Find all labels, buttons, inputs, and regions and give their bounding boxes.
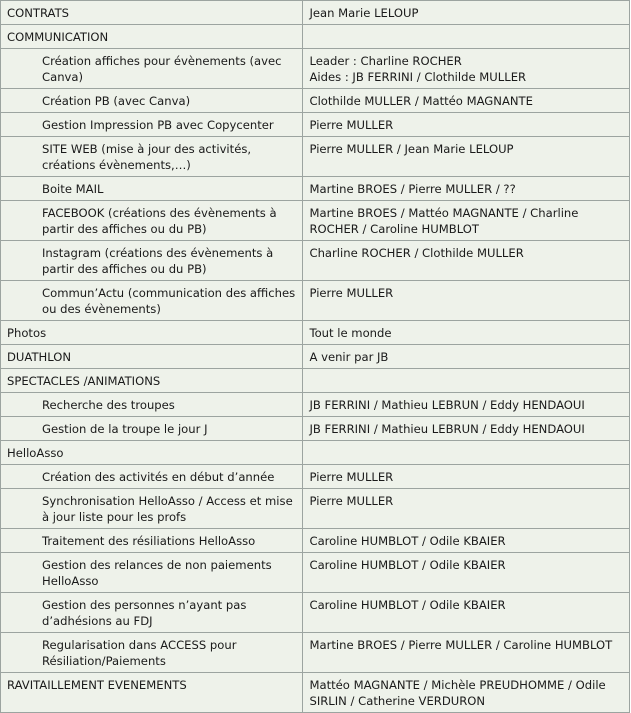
task-cell: Regularisation dans ACCESS pour Résiliation/Paiements [1, 633, 303, 673]
subtask-row [1, 201, 630, 241]
people-cell: JB FERRINI / Mathieu LEBRUN / Eddy HENDAOUI [303, 417, 630, 441]
people-cell: A venir par JB [303, 345, 630, 369]
people-cell: Martine BROES / Pierre MULLER / ?? [303, 177, 630, 201]
task-cell: HelloAsso [1, 441, 303, 465]
people-cell [303, 441, 630, 465]
subtask-row [1, 465, 630, 489]
subtask-row [1, 489, 630, 529]
people-cell: Tout le monde [303, 321, 630, 345]
people-cell: Charline ROCHER / Clothilde MULLER [303, 241, 630, 281]
subtask-row [1, 281, 630, 321]
task-cell: Gestion de la troupe le jour J [1, 417, 303, 441]
section-row [1, 25, 630, 49]
task-table-body [1, 1, 630, 713]
people-cell: Martine BROES / Mattéo MAGNANTE / Charline ROCHER / Caroline HUMBLOT [303, 201, 630, 241]
section-row [1, 345, 630, 369]
people-cell: Mattéo MAGNANTE / Michèle PREUDHOMME / Odile SIRLIN / Catherine VERDURON [303, 673, 630, 713]
subtask-row [1, 393, 630, 417]
people-cell: Caroline HUMBLOT / Odile KBAIER [303, 529, 630, 553]
people-cell [303, 25, 630, 49]
task-cell: Création affiches pour évènements (avec Canva) [1, 49, 303, 89]
task-cell: Recherche des troupes [1, 393, 303, 417]
task-cell: Gestion Impression PB avec Copycenter [1, 113, 303, 137]
task-cell: Synchronisation HelloAsso / Access et mise à jour liste pour les profs [1, 489, 303, 529]
people-cell: Pierre MULLER / Jean Marie LELOUP [303, 137, 630, 177]
subtask-row [1, 529, 630, 553]
people-cell: JB FERRINI / Mathieu LEBRUN / Eddy HENDAOUI [303, 393, 630, 417]
people-cell: Leader : Charline ROCHER Aides : JB FERRINI / Clothilde MULLER [303, 49, 630, 89]
people-cell: Pierre MULLER [303, 465, 630, 489]
section-row [1, 369, 630, 393]
subtask-row [1, 593, 630, 633]
subtask-row [1, 633, 630, 673]
task-cell: Création des activités en début d’année [1, 465, 303, 489]
people-cell: Caroline HUMBLOT / Odile KBAIER [303, 593, 630, 633]
task-cell: Gestion des relances de non paiements HelloAsso [1, 553, 303, 593]
task-cell: COMMUNICATION [1, 25, 303, 49]
task-cell: Gestion des personnes n’ayant pas d’adhésions au FDJ [1, 593, 303, 633]
subtask-row [1, 177, 630, 201]
task-cell: DUATHLON [1, 345, 303, 369]
task-cell: Photos [1, 321, 303, 345]
people-cell [303, 369, 630, 393]
task-cell: Création PB (avec Canva) [1, 89, 303, 113]
people-cell: Caroline HUMBLOT / Odile KBAIER [303, 553, 630, 593]
task-cell: Boite MAIL [1, 177, 303, 201]
people-cell: Clothilde MULLER / Mattéo MAGNANTE [303, 89, 630, 113]
people-cell: Jean Marie LELOUP [303, 1, 630, 25]
people-cell: Martine BROES / Pierre MULLER / Caroline HUMBLOT [303, 633, 630, 673]
task-cell: RAVITAILLEMENT EVENEMENTS [1, 673, 303, 713]
section-row [1, 321, 630, 345]
subtask-row [1, 137, 630, 177]
section-row [1, 1, 630, 25]
task-cell: FACEBOOK (créations des évènements à partir des affiches ou du PB) [1, 201, 303, 241]
task-cell: CONTRATS [1, 1, 303, 25]
subtask-row [1, 553, 630, 593]
subtask-row [1, 89, 630, 113]
people-cell: Pierre MULLER [303, 489, 630, 529]
subtask-row [1, 241, 630, 281]
task-cell: SITE WEB (mise à jour des activités, créations évènements,…) [1, 137, 303, 177]
task-cell: Commun’Actu (communication des affiches ou des évènements) [1, 281, 303, 321]
subtask-row [1, 49, 630, 89]
section-row [1, 441, 630, 465]
subtask-row [1, 113, 630, 137]
subtask-row [1, 417, 630, 441]
section-row [1, 673, 630, 713]
task-cell: Traitement des résiliations HelloAsso [1, 529, 303, 553]
people-cell: Pierre MULLER [303, 113, 630, 137]
task-cell: SPECTACLES /ANIMATIONS [1, 369, 303, 393]
task-cell: Instagram (créations des évènements à partir des affiches ou du PB) [1, 241, 303, 281]
people-cell: Pierre MULLER [303, 281, 630, 321]
